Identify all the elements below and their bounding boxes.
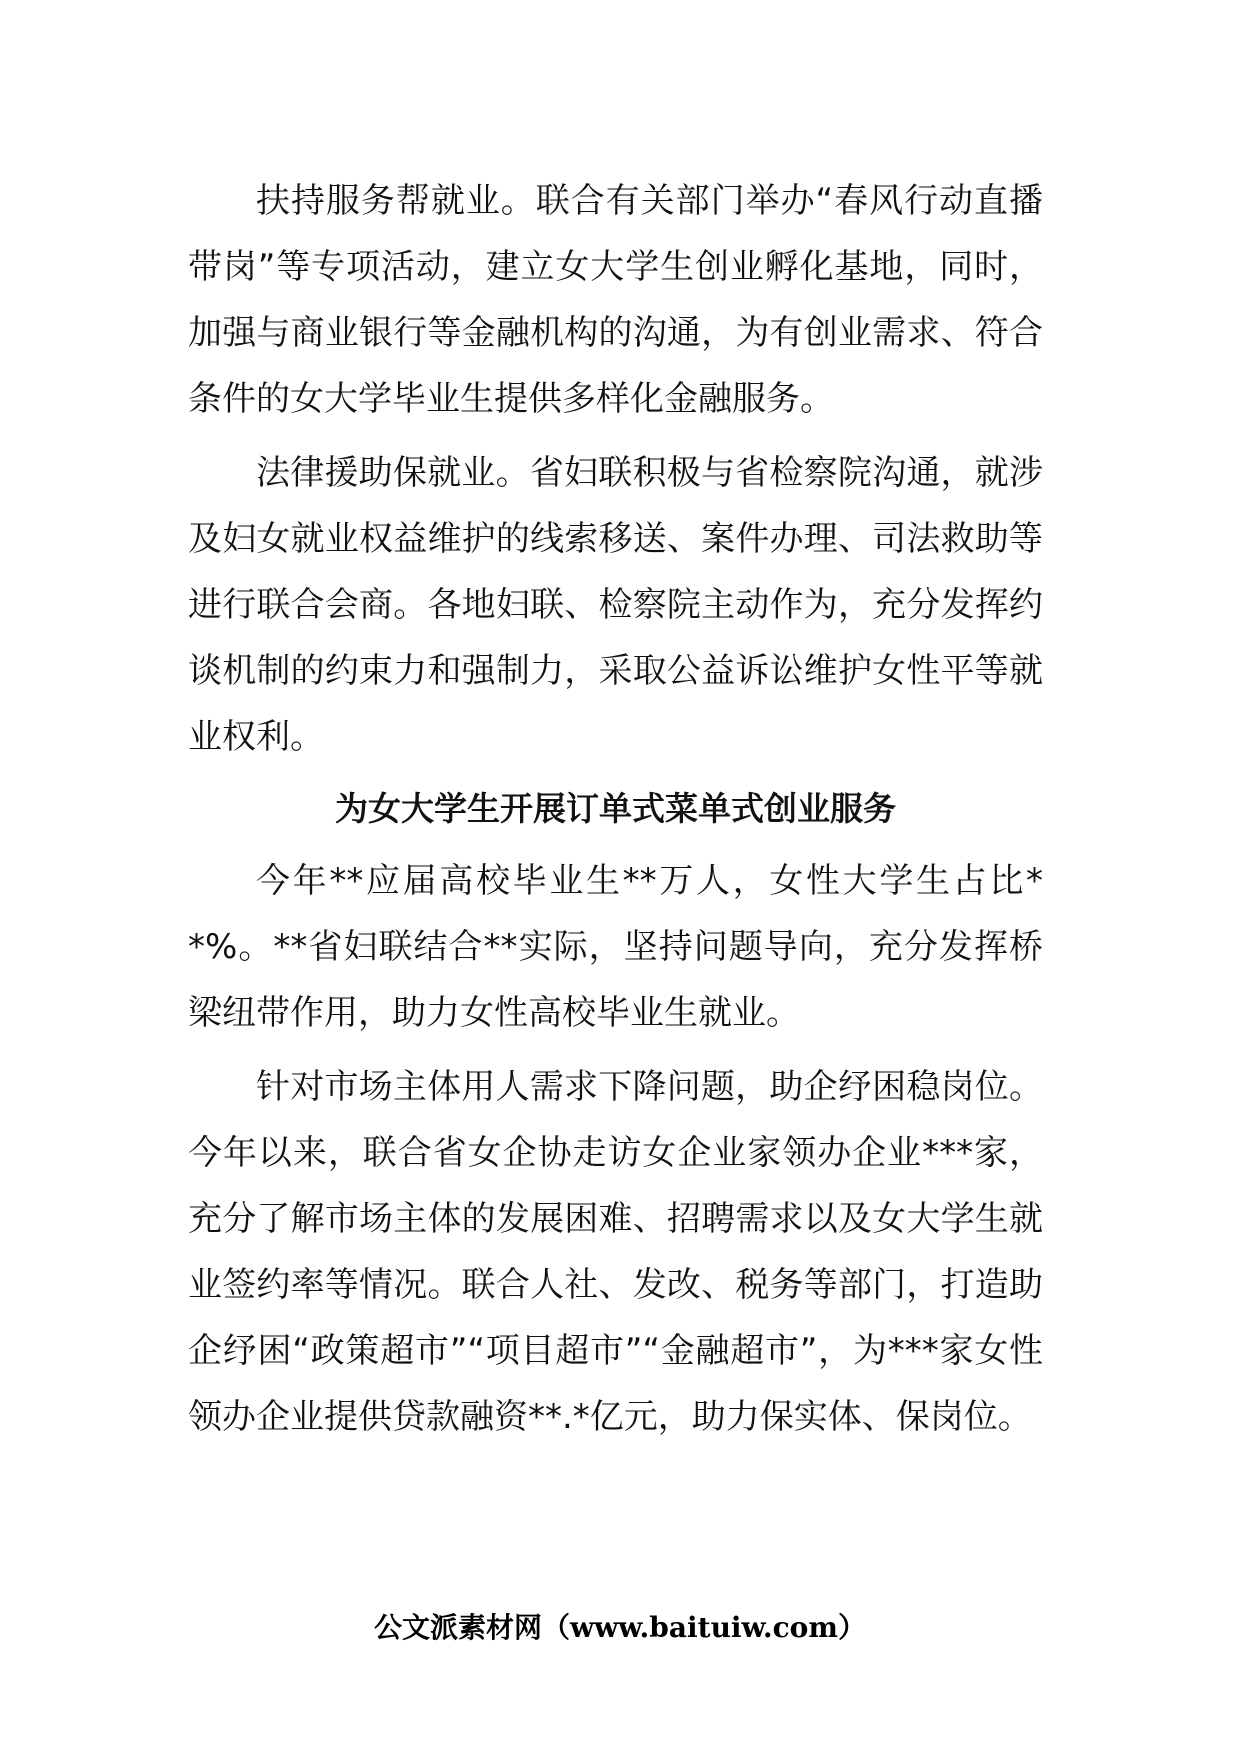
document-body [188,168,1043,1450]
footer-source: 公文派素材网（www.baituiw.com） [374,1611,866,1644]
paragraph-enterprise-relief: 针对市场主体用人需求下降问题，助企纾困稳岗位。今年以来，联合省女企协走访女企业家领办企业***家，充分了解市场主体的发展困难、招聘需求以及女大学生就业签约率等情况。联合人社、发改、税务等部门，打造助企纾困“政策超市”“项目超市”“金融超市”，为***家女性领办企业提供贷款融资**.*亿元，助力保实体、保岗位。 [188,1067,1043,1437]
paragraph-graduates-overview: 今年**应届高校毕业生**万人，女性大学生占比**%。**省妇联结合**实际，坚持问题导向，充分发挥桥梁纽带作用，助力女性高校毕业生就业。 [188,861,1043,1033]
paragraph-employment-support: 扶持服务帮就业。联合有关部门举办“春风行动直播带岗”等专项活动，建立女大学生创业孵化基地，同时，加强与商业银行等金融机构的沟通，为有创业需求、符合条件的女大学毕业生提供多样化金融服务。 [188,181,1043,419]
paragraph-legal-aid: 法律援助保就业。省妇联积极与省检察院沟通，就涉及妇女就业权益维护的线索移送、案件办理、司法救助等进行联合会商。各地妇联、检察院主动作为，充分发挥约谈机制的约束力和强制力，采取公益诉讼维护女性平等就业权利。 [188,453,1043,757]
section-heading: 为女大学生开展订单式菜单式创业服务 [335,789,896,828]
